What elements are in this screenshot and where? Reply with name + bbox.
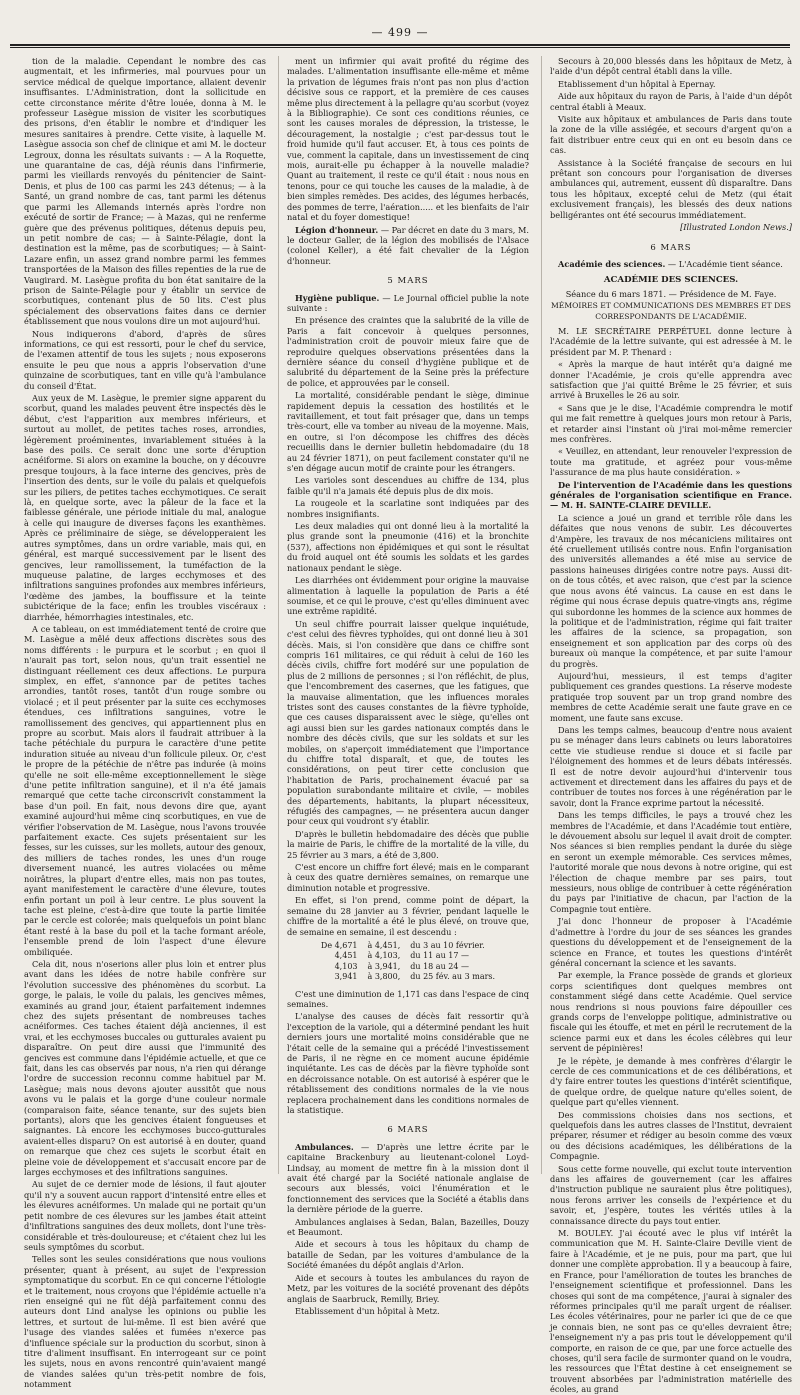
paragraph: En effet, si l'on prend, comme point de départ, la semaine du 28 janvier au 3 février, pendant laquelle le chiffre de la mortalité a été le plus élevé, on trouve que, de semaine en semaine, il est descendu :: [287, 895, 529, 937]
paragraph: Un seul chiffre pourrait laisser quelque inquiétude, c'est celui des fièvres typhoïdes, qui ont donné lieu à 301 décès. Mais, si l'on considère que dans ce chiffre sont compris 161 militaires, ce qui réduit à celui de 160 les décès civils, chiffre fort modéré sur une population de plus de 2 millions de personnes ; si l'on réfléchit, de plus, que l'encombrement des casernes, que les fatigues, que la mauvaise alimentation, que les influences morales tristes sont des causes constantes de la fièvre typhoïde, que ces causes disparaissent avec le siège, qu'elles ont agi aussi bien sur les gardes nationaux comptés dans le nombre des décès civils, que sur les soldats et sur les mobiles, on s'aperçoit immédiatement que l'importance du chiffre total disparaît, et que, de toutes les considérations, on peut tirer cette conclusion que l'habitation de Paris, prochainement évacué par sa population surabondante militaire et civile, — mobiles des départements, habitants, la plupart nécessiteux, réfugiés des campagnes, — ne présentera aucun danger pour ceux qui voudront s'y établir.: [287, 618, 529, 827]
paragraph: Aide et secours à tous les hôpitaux du champ de bataille de Sedan, par les voitures d'ambulance de la Société émanées du dépôt anglais d'Arlon.: [287, 1239, 529, 1271]
news-text: — L'Académie tient séance.: [665, 258, 783, 269]
paragraph: Je le répète, je demande à mes confrères d'élargir le cercle de ces communications et de ces délibérations, et d'y faire entrer toutes les questions d'intérêt scientifique, de quelque ordre, de quelque nature qu'elles soient, de quelque part qu'elles viennent.: [550, 1055, 792, 1108]
paragraph: Sous cette forme nouvelle, qui exclut toute intervention dans les affaires de gouvernement (car les affaires d'instruction publique ne sauraient plus être politiques), nous ferons arriver les conseils de l'expérience et du savoir, et, j'espère, toutes les vérités utiles à la connaissance directe du pays tout entier.: [550, 1163, 792, 1226]
table-cell: 4,103: [334, 961, 358, 971]
header-rule-thin: [10, 47, 790, 48]
article-title: De l'intervention de l'Académie dans les questions générales de l'organisation scientifique en France. — M. H. SAINTE-CLAIRE DEVILLE.: [550, 479, 792, 511]
column-2: [278, 56, 529, 1316]
paragraph: La science a joué un grand et terrible rôle dans les défaites que nous venons de subir. Les découvertes d'Ampère, les travaux de nos mécaniciens militaires ont été cruellement utilisés contre nous. Enfin l'organisation des universités allemandes a été mise au service de passions haineuses dirigées contre notre pays. Aussi dit-on de tous côtés, et avec raison, que c'est par la science que nous avons été vaincus. La cause en est dans le régime qui nous écrase depuis quatre-vingts ans, régime qui subordonne les hommes de la science aux hommes de la politique et de l'administration, régime qui fait traiter les affaires de la science, sa propagation, son enseignement et son application par des corps où des bureaux où manque la compétence, et par suite l'amour du progrès.: [550, 512, 792, 669]
paragraph: A ce tableau, on est immédiatement tenté de croire que M. Lasègue a mêlé deux affections discrètes sous des noms différents : le purpura et le scorbut ; en quoi il n'aurait pas tort, selon nous, qu'un trait essentiel ne distinguant réellement ces deux affections. Le purpura simplex, en effet, s'annonce par de petites taches arrondies, tantôt roses, tantôt d'un rouge sombre ou violacé ; et il peut présenter par la suite ces ecchymoses étendues, ces infiltrations sanguines, votre le ramollissement des gencives, qui appartiennent plus en propre au scorbut. Mais alors il faudrait attribuer à la tache pétéchiale du purpura le caractère d'une petite induration située au niveau d'un follicule pileux. Or, c'est le propre de la pétéchie de n'être pas indurée (à moins qu'elle ne soit elle-même exceptionnellement le siège d'une petite infiltration sanguine), et il n'a été jamais remarqué que cette tache circonscrivît constamment la base d'un poil. En fait, nous devons dire que, ayant examiné aujourd'hui même cinq scorbutiques, en vue de vérifier l'observation de M. Lasègue, nous l'avons trouvée parfaitement exacte. Ces sujets présentaient sur les fesses, sur les cuisses, sur les mollets, autour des genoux, des milliers de taches rondes, les unes d'un rouge diversement nuancé, les autres violacées ou même noirâtres, la plupart d'entre elles, mais non pas toutes, ayant manifestement le caractère d'une élevure, toutes enfin portant un poil à leur centre. Le plus souvent la tache est pleine, c'est-à-dire que toute la partie limitée par le cercle est colorée; mais quelquefois un point blanc étant resté à la base du poil et la tache formant aréole, l'ensemble prend de loin l'aspect d'une élevure ombiliquée.: [24, 623, 266, 957]
table-row: [316, 972, 500, 982]
paragraph: Dans les temps difficiles, le pays a trouvé chez les membres de l'Académie, et dans l'Académie tout entière, le dévouement absolu sur lequel il avait droit de compter. Nos séances si bien remplies pendant la durée du siège en seront un exemple mémorable. Ces services mêmes, l'autorité morale que nous devons à notre origine, qui est l'élection de chaque membre par ses pairs, tout messieurs, nous oblige de contribuer à cette régénération du pays par l'initiative de chacun, par l'action de la Compagnie tout entière.: [550, 810, 792, 914]
section-heading: ACADÉMIE DES SCIENCES.: [603, 275, 739, 286]
paragraph: Les varioles sont descendues au chiffre de 134, plus faible qu'il n'a jamais été depuis plus de dix mois.: [287, 475, 529, 496]
news-item-legion: [287, 225, 529, 267]
news-item-academie: [550, 259, 792, 269]
news-text: — D'après une lettre écrite par le capitaine Brackenbury au lieutenant-colonel Loyd-Lindsay, au moment de mettre fin à la mission dont il avait été chargé par la Société nationale anglaise de secours aux blessés, voici l'énumération et le fonctionnement des services que la Société a établis dans la dernière période de la guerre.: [287, 1141, 529, 1215]
paragraph: Aide aux hôpitaux du rayon de Paris, à l'aide d'un dépôt central établi à Meaux.: [550, 91, 792, 112]
news-text: — Par décret en date du 3 mars, M. le docteur Galler, de la légion des mobilisés de l'Alsace (colonel Keller), a été fait chevalier de la Légion d'honneur.: [287, 224, 529, 266]
paragraph: Secours à 20,000 blessés dans les hôpitaux de Metz, à l'aide d'un dépôt central établi dans la ville.: [550, 56, 792, 77]
paragraph: « Veuillez, en attendant, leur renouveler l'expression de toute ma gratitude, et agréez pour vous-même l'assurance de ma plus haute considération. »: [550, 446, 792, 478]
paragraph: Aujourd'hui, messieurs, il est temps d'agiter publiquement ces grandes questions. La réserve modeste pratiquée trop souvent par un trop grand nombre des membres de cette Académie serait une faute grave en ce moment, une faute sans excuse.: [550, 670, 792, 723]
table-cell: à 3,800,: [367, 972, 401, 982]
runin-title: Académie des sciences.: [558, 258, 666, 269]
table-cell: du 11 au 17 —: [410, 951, 469, 961]
subsection-heading: MÉMOIRES ET COMMUNICATIONS DES MEMBRES ET DES CORRESPONDANTS DE L'ACADÉMIE.: [551, 301, 791, 321]
dateline: 5 MARS: [387, 276, 429, 287]
paragraph: « Sans que je le dise, l'Académie comprendra le motif qui me fait remettre à quelques jours mon retour à Paris, et retarder ainsi l'instant où j'irai moi-même remercier mes confrères.: [550, 402, 792, 444]
paragraph: ment un infirmier qui avait profité du régime des malades. L'alimentation insuffisante elle-même et même la privation de légumes frais n'ont pas non plus d'action décisive sous ce rapport, et la première de ces causes même plus directement à la pellagre qu'au scorbut (voyez à la Bibliographie). Ce sont ces conditions réunies, ce sont les causes morales de dépression, la tristesse, le découragement, la nostalgie ; c'est par-dessus tout le froid humide qu'il faut accuser. Et, à tous ces points de vue, comment la capitale, dans un investissement de cinq mois, aurait-elle pu échapper à la nouvelle maladie? Quant au traitement, il reste ce qu'il était : nous nous en tenons, pour ce qui touche les causes de la maladie, à de bien simples remèdes. Des acides, des légumes herbacés, des pommes de terre, l'aération..... et les bienfaits de l'air natal et du foyer domestique!: [287, 56, 529, 223]
runin-title: Hygiène publique.: [295, 292, 380, 303]
paragraph: Assistance à la Société française de secours en lui prêtant son concours pour l'organisation de diverses ambulances qui, autrement, eussent dû disparaître. Dans tous les hôpitaux, excepté celui de Metz (qui était exclusivement français), les blessés des deux nations belligérantes ont été secourus immédiatement.: [550, 157, 792, 220]
news-item-ambulances: [287, 1142, 529, 1215]
paragraph: M. LE SECRÉTAIRE PERPÉTUEL donne lecture à l'Académie de la lettre suivante, qui est adressée à M. le président par M. P. Thenard :: [550, 325, 792, 357]
paragraph: C'est encore un chiffre fort élevé; mais en le comparant à ceux des quatre dernières semaines, on remarque une diminution notable et progressive.: [287, 862, 529, 893]
paragraph: Aide et secours à toutes les ambulances du rayon de Metz, par les voitures de la société provenant des dépôts anglais de Saarbruck, Remilly, Briey.: [287, 1272, 529, 1304]
page-header: [10, 26, 790, 48]
dateline: 6 MARS: [650, 242, 692, 253]
paragraph: Les deux maladies qui ont donné lieu à la mortalité la plus grande sont la pneumonie (416) et la bronchite (537), affections non épidémiques et qui sont le résultat du froid auquel ont été soumis les soldats et les gardes nationaux pendant le siège.: [287, 521, 529, 573]
paragraph: Cela dit, nous n'oserions aller plus loin et entrer plus avant dans les idées de notre habile confrère sur l'évolution successive des phénomènes du scorbut. La gorge, le palais, le voile du palais, les gencives mêmes, examinés au grand jour, étaient parfaitement indemnes chez des sujets présentant de nombreuses taches acnéiformes. Ces taches étaient déjà anciennes, il est vrai, et les ecchymoses buccales ou gutturales avaient pu disparaître. On peut dire aussi que l'immunité des gencives est commune dans l'épidémie actuelle, et que ce fait, dans les cas observés par nous, n'a rien qui dérange l'ordre de succession reconnu comme habituel par M. Lasègue; mais nous devons ajouter aussitôt que nous avons vu le palais et la gorge d'une couleur normale (comparaison faite, séance tenante, sur des sujets bien portants), alors que les gencives étaient fongueuses et saignantes. Là encore les ecchymoses bucco-gutturales avaient-elles disparu? On est autorisé à en douter, quand on remarque que chez ces sujets le scorbut était en pleine voie de développement et s'accusait encore par de larges ecchymoses et des infiltrations sanguines.: [24, 958, 266, 1178]
paragraph: Visite aux hôpitaux et ambulances de Paris dans toute la zone de la ville assiégée, et secours d'argent qu'on a fait distribuer entre ceux qui en ont eu besoin dans ce cas.: [550, 114, 792, 156]
paragraph: Aux yeux de M. Lasègue, le premier signe apparent du scorbut, quand les malades peuvent être inspectés dès le début, c'est l'apparition aux membres inférieurs, et surtout au mollet, de petites taches roses, arrondies, légèrement proéminentes, invariablement situées à la base des poils. Ce serait donc une sorte d'éruption acnéiforme. Si alors on examine la bouche, on y découvre presque toujours, à la face interne des gencives, près de l'insertion des dents, sur le voile du palais et quelquefois sur les piliers, de petites taches ecchymotiques. Ce serait là, en quelque sorte, avec la pâleur de la face et la faiblesse générale, une période initiale du mal, analogue à celle qui inaugure de diverses façons les exanthèmes. Après ce préliminaire de siège, se développeraient les autres symptômes, dans un ordre variable, mais qui, en général, est marqué successivement par le lisent des gencives, leur ramollissement, la tuméfaction de la muqueuse palatine, de larges ecchymoses et des infiltrations sanguines profondes aux membres inférieurs, l'œdème des jambes, la bouffissure et la teinte subictérique de la face; enfin les troubles viscéraux : diarrhée, hémorrhagies intestinales, etc.: [24, 393, 266, 622]
table-cell: du 25 fév. au 3 mars.: [410, 972, 496, 982]
paragraph: En présence des craintes que la salubrité de la ville de Paris a fait concevoir à quelques personnes, l'administration croit de pouvoir mieux faire que de reproduire quelques observations présentées dans la dernière séance du conseil d'hygiène publique et de salubrité du département de la Seine près la préfecture de police, et approuvées par le conseil.: [287, 315, 529, 388]
column-3: [541, 56, 792, 1395]
news-item-hygiene: [287, 293, 529, 314]
column-1: [24, 56, 266, 1390]
paragraph: Au sujet de ce dernier mode de lésions, il faut ajouter qu'il n'y a souvent aucun rapport d'intensité entre elles et les élevures acnéiformes. Un malade qui ne portait qu'un petit nombre de ces élevures sur les jambes était atteint d'infiltrations sanguines des deux mollets, dont l'une très-considérable et très-douloureuse; et c'étaient chez lui les seuls symptômes du scorbut.: [24, 1179, 266, 1252]
paragraph: Ambulances anglaises à Sedan, Balan, Bazeilles, Douzy et Beaumont.: [287, 1216, 529, 1238]
paragraph: D'après le bulletin hebdomadaire des décès que publie la mairie de Paris, le chiffre de la mortalité de la ville, du 25 février au 3 mars, a été de 3,800.: [287, 828, 529, 860]
table-cell: 3,941: [334, 972, 358, 982]
table-cell: De 4,671: [320, 940, 358, 950]
source-credit: [Illustrated London News.]: [680, 222, 792, 233]
table-row: [316, 962, 500, 972]
dateline: 6 MARS: [387, 1125, 429, 1136]
paragraph: tion de la maladie. Cependant le nombre des cas augmentait, et les infirmeries, mal pourvues pour un service médical de quelque importance, allaient devenir insuffisantes. L'Administration, dont la sollicitude en cette circonstance mérite d'être louée, donna à M. le professeur Lasègue mission de visiter les scorbutiques des prisons, d'en établir le nombre et d'indiquer les mesures sanitaires à prendre. Cette visite, à laquelle M. Lasègue associa son chef de clinique et ami M. le docteur Legroux, donna les résultats suivants : — A la Roquette, une quarantaine de cas, déjà réunis dans l'infirmerie, parmi les vieillards renvoyés du pénitencier de Saint-Denis, et plus de 100 cas parmi les 243 détenus; — à la Santé, un grand nombre de cas, tant parmi les détenus que parmi les Allemands internés après l'ordre non exécuté de sortir de France; — à Mazas, qui ne renferme guère que des prévenus politiques, détenus depuis peu, un petit nombre de cas; — à Sainte-Pélagie, dont la destination est la même, pas de scorbutiques; — à Saint-Lazare enfin, un assez grand nombre parmi les femmes transportées de la Maison des filles repenties de la rue de Vaugirard. M. Lasègue profita du bon état sanitaire de la prison de Sainte-Pélagie pour y établir un service de scorbutiques, contenant plus de 50 lits. C'est plus spécialement des observations faites dans ce dernier établissement que nous voulons dire un mot aujourd'hui.: [24, 56, 266, 327]
paragraph: J'ai donc l'honneur de proposer à l'Académie d'admettre à l'ordre du jour de ses séances les grandes questions du développement et de l'enseignement de la science en France, et toutes les questions d'intérêt général concernant la science et les savants.: [550, 916, 792, 968]
page-number: — 499 —: [371, 26, 429, 39]
table-cell: à 3,941,: [367, 961, 401, 971]
table-cell: 4,451: [334, 951, 358, 961]
paragraph: La rougeole et la scarlatine sont indiquées par des nombres insignifiants.: [287, 498, 529, 519]
paragraph: « Après la marque de haut intérêt qu'a daigné me donner l'Académie, je crois qu'elle apprendra avec satisfaction que j'ai quitté Brême le 25 février, et suis arrivé à Bruxelles le 26 au soir.: [550, 359, 792, 401]
paragraph: Nous indiquerons d'abord, d'après de sûres informations, ce qui est ressorti, pour le chef du service, de l'examen attentif de tous les sujets ; nous exposerons ensuite le peu que nous a appris l'observation d'une quinzaine de scorbutiques, tant en ville qu'à l'ambulance du conseil d'État.: [24, 328, 266, 391]
table-row: [316, 951, 500, 961]
table-cell: à 4,451,: [367, 940, 401, 950]
paragraph: M. BOULEY. J'ai écouté avec le plus vif intérêt la communication que M. H. Sainte-Claire Deville vient de faire à l'Académie, et je ne puis, pour ma part, que lui donner une complète approbation. Il y a beaucoup à faire, en France, pour l'amélioration de toutes les branches de l'enseignement scientifique et professionnel. Dans les choses qui sont de ma compétence, j'aurai à signaler des réformes principales qu'il me paraît urgent de réaliser. Les écoles vétérinaires, pour ne parler ici que de ce que je connais bien, ne sont pas ce qu'elles devraient être; l'enseignement n'y a pas pris tout le développement qu'il comporte, en raison de ce que, par une force actuelle des choses, qu'il sera facile de surmonter quand on le voudra, les ressources que l'État destine à cet enseignement se trouvent absorbées par l'administration matérielle des écoles, au grand: [550, 1228, 792, 1395]
runin-title: Légion d'honneur.: [295, 224, 379, 235]
mortality-table: [316, 941, 500, 983]
paragraph: Des commissions choisies dans nos sections, et quelquefois dans les autres classes de l'Institut, devraient préparer, résumer et rédiger au besoin comme des vœux ou des décisions académiques, les délibérations de la Compagnie.: [550, 1109, 792, 1162]
table-cell: du 3 au 10 février.: [410, 940, 485, 950]
paragraph: Etablissement d'un hôpital à Epernay.: [558, 78, 716, 89]
session-line: Séance du 6 mars 1871. — Présidence de M. Faye.: [565, 288, 777, 299]
paragraph: L'analyse des causes de décès fait ressortir qu'à l'exception de la variole, qui a déterminé pendant les huit derniers jours une mortalité moins considérable que ne l'était celle de la semaine qui a précédé l'investissement de Paris, il ne règne en ce moment aucune épidémie inquiétante. Les cas de décès par la fièvre typhoïde sont en décroissance notable. On est autorisé à espérer que le rétablissement des conditions normales de la vie nous replacera prochainement dans les conditions normales de la statistique.: [287, 1011, 529, 1115]
paragraph: Par exemple, la France possède de grands et glorieux corps scientifiques dont quelques membres ont constamment siégé dans cette Académie. Quel service nous rendrions si nous pouvions faire dépouiller ces grands corps de l'enveloppe politique, administrative ou fiscale qui les étouffe, et met en péril le recrutement de la science parmi eux et dans les écoles célèbres qui leur servent de pépinières!: [550, 970, 792, 1054]
paragraph: La mortalité, considérable pendant le siège, diminue rapidement depuis la cessation des hostilités et le ravitaillement, et tout fait présager que, dans un temps très-court, elle va tomber au niveau de la moyenne. Mais, en outre, si l'on décompose les chiffres des décès recueillis dans le dernier bulletin hebdomadaire (du 18 au 24 février 1871), on peut facilement constater qu'il ne s'en dégage aucun motif de crainte pour les étrangers.: [287, 390, 529, 474]
paragraph: Etablissement d'un hôpital à Metz.: [295, 1305, 440, 1316]
text-columns: [24, 56, 792, 1395]
paragraph: C'est une diminution de 1,171 cas dans l'espace de cinq semaines.: [287, 988, 529, 1009]
header-rule: [10, 44, 790, 46]
paragraph: Dans les temps calmes, beaucoup d'entre nous avaient pu se ménager dans leurs cabinets ou leurs laboratoires cette vie studieuse rendue si douce et si facile par l'éloignement des hommes et de leurs débats intéressés. Il est de notre devoir aujourd'hui d'intervenir tous activement et directement dans les affaires du pays et de contribuer de toutes nos forces à une régénération par le savoir, dont la France exprime partout la nécessité.: [550, 724, 792, 808]
table-cell: à 4,103,: [367, 951, 401, 961]
news-text: — Le Journal officiel publie la note suivante :: [287, 292, 529, 313]
paragraph: Les diarrhées ont évidemment pour origine la mauvaise alimentation à laquelle la population de Paris a été soumise, et ce qui le prouve, c'est qu'elles diminuent avec une extrême rapidité.: [287, 575, 529, 617]
table-row: [316, 941, 500, 951]
paragraph: Telles sont les seules considérations que nous voulions présenter, quant à présent, au sujet de l'expression symptomatique du scorbut. En ce qui concerne l'étiologie et le traitement, nous croyons que l'épidémie actuelle n'a rien enseigné qui ne fût déjà parfaitement connu des auteurs dont Lind analyse les opinions ou publie les lettres, et surtout de lui-même. Il est bien avéré que l'usage des viandes salées et fumées n'exerce pas d'influence spéciale sur la production du scorbut, sinon à titre d'aliment insuffisant. En interrogeant sur ce point les sujets, nous en avons rencontré quin'avaient mangé de viandes salées qu'un très-petit nombre de fois, notamment: [24, 1254, 266, 1390]
runin-title: Ambulances.: [295, 1141, 354, 1152]
table-cell: du 18 au 24 —: [410, 961, 469, 971]
